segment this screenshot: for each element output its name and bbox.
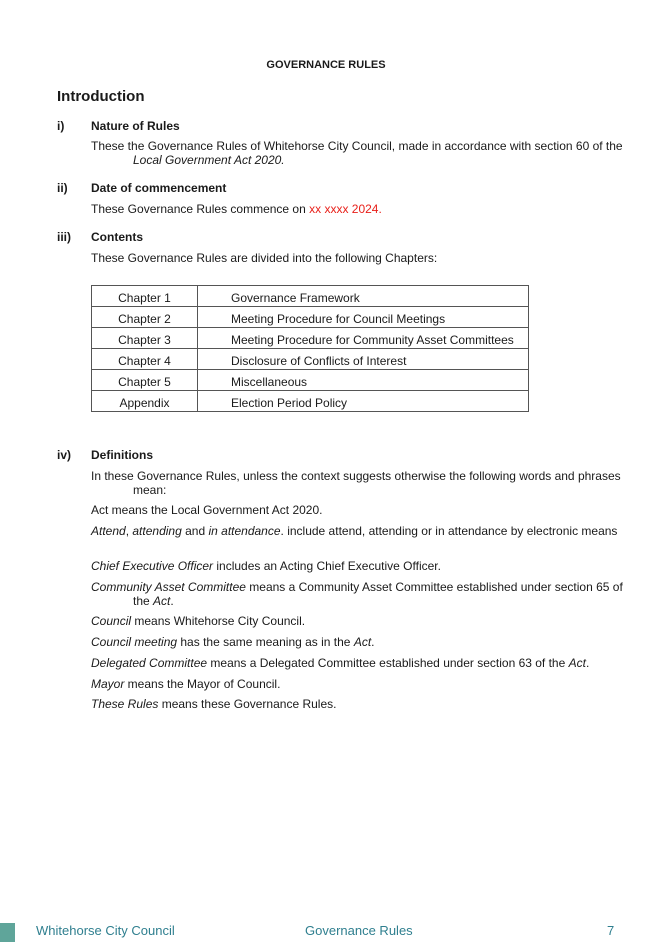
contents-paragraph: These Governance Rules are divided into the following Chapters: xyxy=(91,251,438,265)
definition-attend: Attend, attending and in attendance. include attend, attending or in attendance by electronic means xyxy=(91,524,618,538)
table-row xyxy=(92,307,529,328)
chapter-title-cell: Disclosure of Conflicts of Interest xyxy=(198,349,529,370)
chapter-title-cell: Meeting Procedure for Council Meetings xyxy=(198,307,529,328)
definition-these-rules: These Rules means these Governance Rules. xyxy=(91,697,337,711)
table-row xyxy=(92,286,529,307)
nature-of-rules-paragraph: These the Governance Rules of Whitehorse City Council, made in accordance with section 60 of the Local Government Act 2020. xyxy=(91,139,623,167)
table-row xyxy=(92,391,529,412)
section-heading-nature-of-rules: Nature of Rules xyxy=(91,119,180,133)
footer-accent-bar xyxy=(0,923,15,942)
definition-council-meeting: Council meeting has the same meaning as in the Act. xyxy=(91,635,375,649)
chapter-cell: Chapter 2 xyxy=(92,307,198,328)
footer-organisation: Whitehorse City Council xyxy=(36,923,175,938)
definition-council: Council means Whitehorse City Council. xyxy=(91,614,306,628)
chapter-cell: Appendix xyxy=(92,391,198,412)
chapter-title-cell: Election Period Policy xyxy=(198,391,529,412)
commencement-paragraph: These Governance Rules commence on xx xxxx 2024. xyxy=(91,202,382,216)
definition-chief-executive-officer: Chief Executive Officer includes an Acting Chief Executive Officer. xyxy=(91,559,441,573)
definitions-intro: In these Governance Rules, unless the context suggests otherwise the following words and phrases mean: xyxy=(91,469,621,497)
definition-delegated-committee: Delegated Committee means a Delegated Committee established under section 63 of the Act. xyxy=(91,656,590,670)
chapters-table xyxy=(91,285,529,412)
chapter-title-cell: Miscellaneous xyxy=(198,370,529,391)
chapter-title-cell: Meeting Procedure for Community Asset Committees xyxy=(198,328,529,349)
section-heading-definitions: Definitions xyxy=(91,448,153,462)
document-title: GOVERNANCE RULES xyxy=(266,59,386,71)
chapter-title-cell: Governance Framework xyxy=(198,286,529,307)
commencement-date: xx xxxx 2024. xyxy=(309,202,382,216)
chapter-cell: Chapter 4 xyxy=(92,349,198,370)
chapter-cell: Chapter 3 xyxy=(92,328,198,349)
section-number-iii: iii) xyxy=(57,230,71,244)
section-number-i: i) xyxy=(57,119,65,133)
definition-community-asset-committee: Community Asset Committee means a Community Asset Committee established under section 65 of the Act. xyxy=(91,580,623,608)
section-heading-contents: Contents xyxy=(91,230,143,244)
section-number-iv: iv) xyxy=(57,448,72,462)
page-number: 7 xyxy=(607,923,615,938)
section-number-ii: ii) xyxy=(57,181,68,195)
chapter-cell: Chapter 5 xyxy=(92,370,198,391)
section-heading-date-of-commencement: Date of commencement xyxy=(91,181,227,195)
definition-act: Act means the Local Government Act 2020. xyxy=(91,503,323,517)
chapter-cell: Chapter 1 xyxy=(92,286,198,307)
footer-document-name: Governance Rules xyxy=(305,923,413,938)
definition-mayor: Mayor means the Mayor of Council. xyxy=(91,677,281,691)
table-row xyxy=(92,349,529,370)
table-row xyxy=(92,370,529,391)
act-reference: Local Government Act 2020. xyxy=(133,153,285,167)
table-row xyxy=(92,328,529,349)
introduction-heading: Introduction xyxy=(57,88,145,105)
